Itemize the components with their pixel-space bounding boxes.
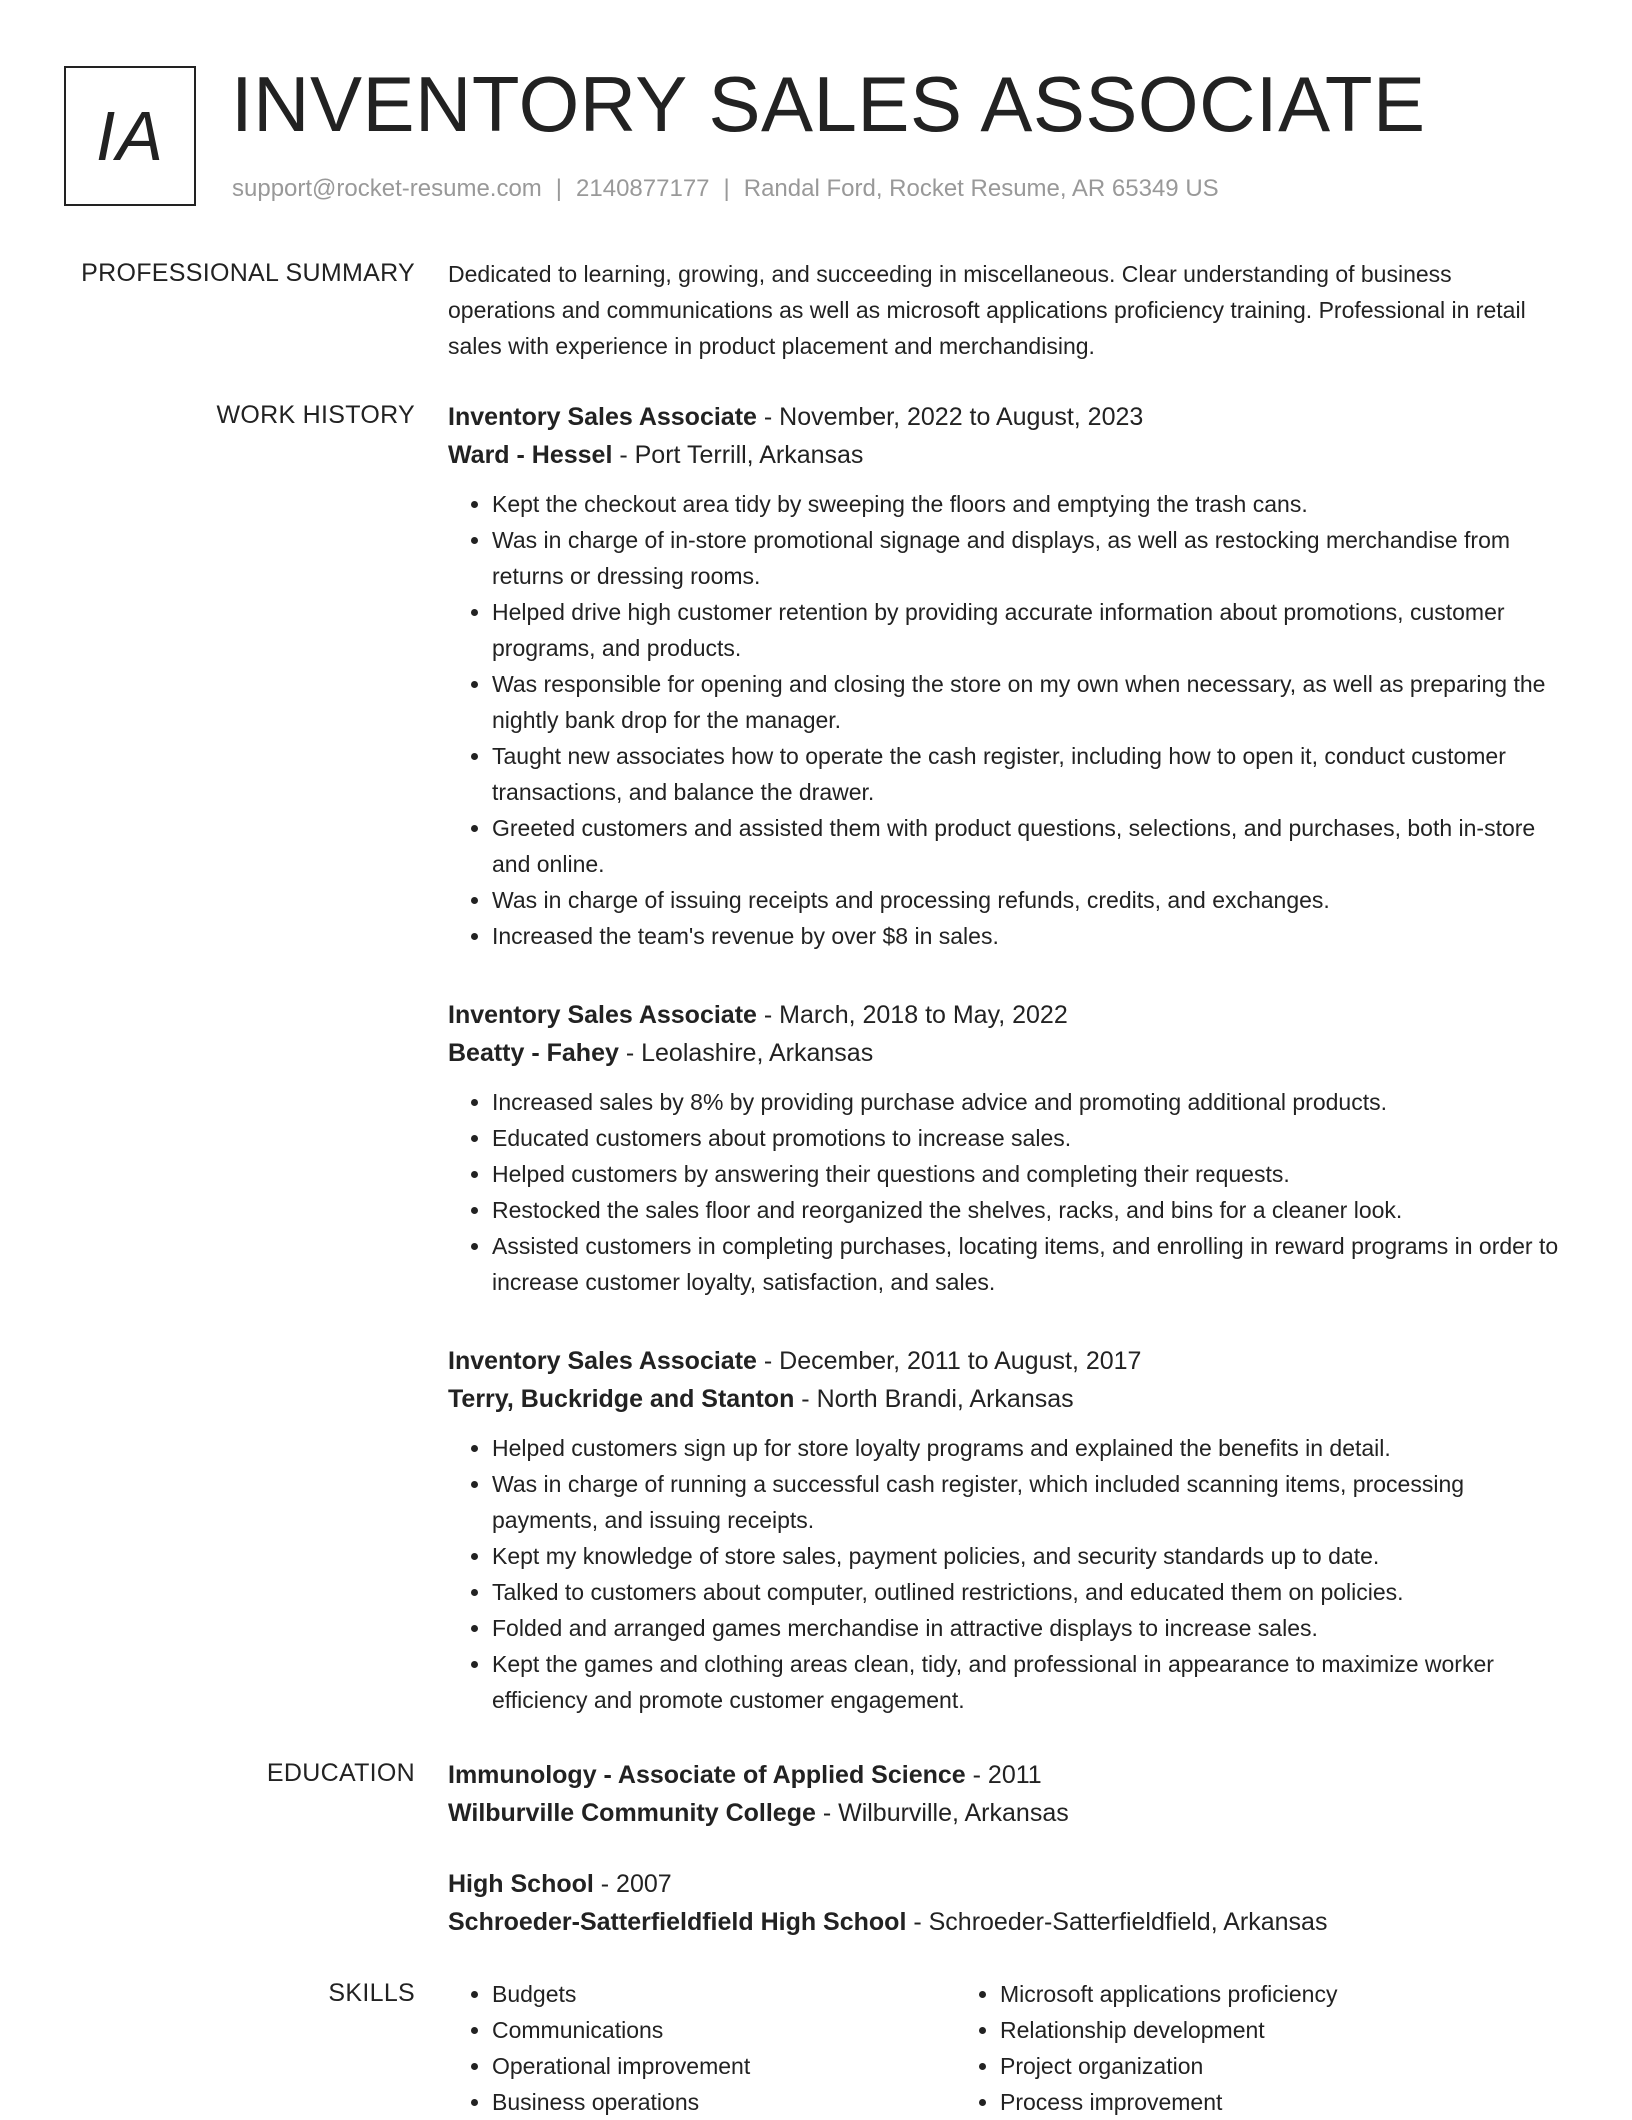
job-duty: • Helped drive high customer retention by providing accurate information about promotions, customer programs, and products. [492,594,1563,666]
job-title: Inventory Sales Associate [448,403,757,431]
job-duty: • Kept the games and clothing areas clean, tidy, and professional in appearance to maximize worker efficiency and promote customer engagement. [492,1646,1563,1718]
job-duty: • Was in charge of issuing receipts and processing refunds, credits, and exchanges. [492,882,1563,918]
job-employer-line [448,1034,1563,1072]
job-title: Inventory Sales Associate [448,1347,757,1375]
skill-item: • Budgets [492,1976,956,2012]
education-degree-line [448,1865,1563,1903]
job-location: - North Brandi, Arkansas [794,1385,1074,1413]
skill-item: • Project organization [1000,2048,1464,2084]
job-duty: • Helped customers sign up for store loyalty programs and explained the benefits in detail. [492,1430,1563,1466]
job-entry [448,996,1563,1300]
job-dates: - March, 2018 to May, 2022 [756,1001,1068,1029]
skills-column-left [448,1976,956,2120]
job-title: Inventory Sales Associate [448,1001,757,1029]
job-duty: • Folded and arranged games merchandise in attractive displays to increase sales. [492,1610,1563,1646]
contact-address: Randal Ford, Rocket Resume, AR 65349 US [743,175,1219,202]
job-location: - Leolashire, Arkansas [618,1039,874,1067]
job-duties-list [448,486,1563,954]
education-list [448,1756,1563,1974]
education-degree: Immunology - Associate of Applied Science [448,1761,966,1789]
job-employer: Terry, Buckridge and Stanton [448,1385,795,1413]
job-employer: Beatty - Fahey [448,1039,619,1067]
contact-phone[interactable]: 2140877177 [576,175,710,202]
jobs-list [448,398,1563,1760]
education-school-line [448,1903,1563,1941]
job-duty: • Talked to customers about computer, outlined restrictions, and educated them on policies. [492,1574,1563,1610]
contact-separator: | [723,175,730,202]
job-duty: • Assisted customers in completing purchases, locating items, and enrolling in reward programs in order to increase customer loyalty, satisfaction, and sales. [492,1228,1563,1300]
education-location: - Wilburville, Arkansas [815,1799,1069,1827]
job-duty: • Was responsible for opening and closing the store on my own when necessary, as well as preparing the nightly bank drop for the manager. [492,666,1563,738]
job-duty: • Was in charge of in-store promotional signage and displays, as well as restocking merchandise from returns or dressing rooms. [492,522,1563,594]
job-duty: • Increased sales by 8% by providing purchase advice and promoting additional products. [492,1084,1563,1120]
education-degree: High School [448,1870,594,1898]
skill-item: • Microsoft applications proficiency [1000,1976,1464,2012]
monogram-logo: IA [64,66,196,206]
skills-grid [448,1976,1563,2120]
skills-column-right [956,1976,1464,2120]
job-title-line [448,398,1563,436]
job-duty: • Educated customers about promotions to increase sales. [492,1120,1563,1156]
summary-label: PROFESSIONAL SUMMARY [81,259,415,287]
contact-line [232,175,1219,203]
skill-item: • Relationship development [1000,2012,1464,2048]
job-location: - Port Terrill, Arkansas [612,441,864,469]
job-employer-line [448,1380,1563,1418]
education-degree-line [448,1756,1563,1794]
job-duty: • Increased the team's revenue by over $8 in sales. [492,918,1563,954]
skill-item: • Operational improvement [492,2048,956,2084]
skills-label: SKILLS [328,1979,415,2007]
job-duty: • Helped customers by answering their questions and completing their requests. [492,1156,1563,1192]
education-location: - Schroeder-Satterfieldfield, Arkansas [906,1908,1328,1936]
contact-separator: | [555,175,563,202]
job-employer-line [448,436,1563,474]
contact-email[interactable]: support@rocket-resume.com [232,175,542,202]
work-history-label: WORK HISTORY [216,401,415,429]
education-year: - 2011 [965,1761,1042,1789]
page-title: INVENTORY SALES ASSOCIATE [231,60,1426,148]
education-year: - 2007 [593,1870,672,1898]
job-title-line [448,996,1563,1034]
job-duties-list [448,1084,1563,1300]
education-entry [448,1865,1563,1941]
skill-item: • Communications [492,2012,956,2048]
education-school-line [448,1794,1563,1832]
job-duty: • Taught new associates how to operate the cash register, including how to open it, conduct customer transactions, and balance the drawer. [492,738,1563,810]
education-entry [448,1756,1563,1832]
job-dates: - November, 2022 to August, 2023 [756,403,1144,431]
education-school: Schroeder-Satterfieldfield High School [448,1908,907,1936]
resume-header [64,60,1564,216]
job-employer: Ward - Hessel [448,441,613,469]
job-entry [448,1342,1563,1718]
job-duty: • Restocked the sales floor and reorganized the shelves, racks, and bins for a cleaner look. [492,1192,1563,1228]
job-duty: • Kept the checkout area tidy by sweeping the floors and emptying the trash cans. [492,486,1563,522]
job-dates: - December, 2011 to August, 2017 [756,1347,1142,1375]
skill-item: • Business operations [492,2084,956,2120]
education-school: Wilburville Community College [448,1799,816,1827]
skills-body [448,1976,1563,2120]
job-duties-list [448,1430,1563,1718]
education-label: EDUCATION [266,1759,415,1787]
skill-item: • Process improvement [1000,2084,1464,2120]
summary-text: Dedicated to learning, growing, and succeeding in miscellaneous. Clear understanding of business operations and communications as well as microsoft applications proficiency training. Professional in retail sales with experience in product placement and merchandising. [448,261,1526,359]
job-title-line [448,1342,1563,1380]
job-duty: • Was in charge of running a successful cash register, which included scanning items, processing payments, and issuing receipts. [492,1466,1563,1538]
job-entry [448,398,1563,954]
job-duty: • Kept my knowledge of store sales, payment policies, and security standards up to date. [492,1538,1563,1574]
job-duty: • Greeted customers and assisted them with product questions, selections, and purchases, both in-store and online. [492,810,1563,882]
